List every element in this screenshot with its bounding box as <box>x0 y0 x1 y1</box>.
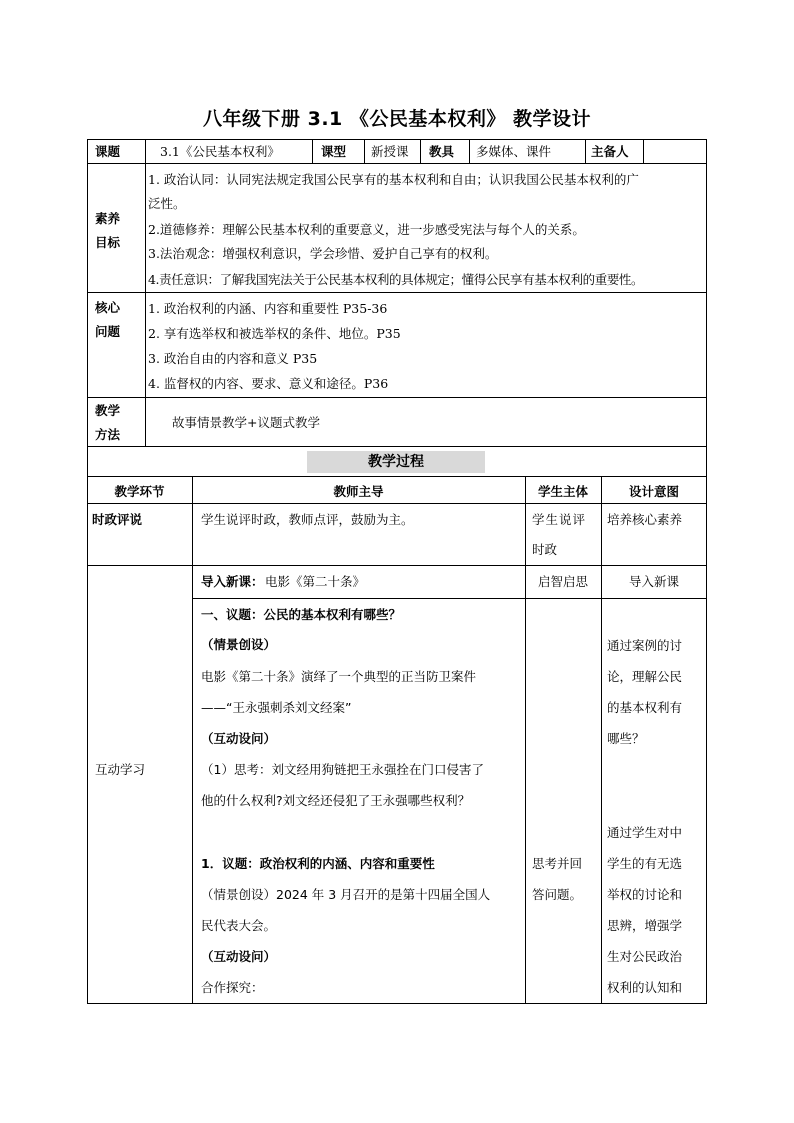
intent-line: 生对公民政治 <box>607 949 683 964</box>
intent-line: 思辨，增强学 <box>607 918 683 933</box>
method-label-1: 教学 <box>95 403 121 418</box>
page-title: 八年级下册 3.1 《公民基本权利》 教学设计 <box>202 108 591 130</box>
literacy-label-1: 素养 <box>95 211 121 226</box>
row1-intent: 培养核心素养 <box>607 512 683 527</box>
literacy-label-2: 目标 <box>95 235 121 250</box>
student-line: 答问题。 <box>532 887 583 902</box>
intent-line: 的基本权利有 <box>607 700 683 715</box>
intent-line: 通过学生对中 <box>607 825 683 840</box>
intent-line: 举权的讨论和 <box>607 887 683 902</box>
intent-line: 哪些？ <box>607 731 645 746</box>
label-tools: 教具 <box>429 144 455 159</box>
core-line: 2. 享有选举权和被选举权的条件、地位。P35 <box>148 326 401 341</box>
col-header-student: 学生主体 <box>537 484 588 499</box>
literacy-line: 3.法治观念：增强权利意识，学会珍惜、爱护自己享有的权利。 <box>148 246 498 261</box>
core-line: 3. 政治自由的内容和意义 P35 <box>148 351 318 366</box>
core-line: 1. 政治权利的内涵、内容和重要性 P35-36 <box>148 301 388 316</box>
teacher-line: （情景创设） <box>201 637 277 652</box>
teacher-line: （互动设问） <box>201 949 277 964</box>
teacher-line: （情景创设）2024 年 3 月召开的是第十四届全国人 <box>201 887 491 902</box>
row2-intro-intent: 导入新课 <box>628 574 679 589</box>
label-preparer: 主备人 <box>591 144 629 159</box>
teacher-line: 民代表大会。 <box>201 918 277 933</box>
row1-teacher: 学生说评时政，教师点评，鼓励为主。 <box>201 512 414 527</box>
literacy-line: 1. 政治认同：认同宪法规定我国公民享有的基本权利和自由；认识我国公民基本权利的广 <box>148 172 639 187</box>
teacher-line: ——“王永强刺杀刘文经案” <box>201 700 352 715</box>
teacher-line: 他的什么权利?刘文经还侵犯了王永强哪些权利？ <box>201 793 471 808</box>
intent-line: 通过案例的讨 <box>607 638 683 653</box>
teacher-line: 电影《第二十条》演绎了一个典型的正当防卫案件 <box>201 669 477 684</box>
method-value: 故事情景教学+议题式教学 <box>172 415 320 430</box>
row2-intro-label: 导入新课： <box>201 574 264 589</box>
core-label-2: 问题 <box>95 324 121 339</box>
teacher-line: （互动设问） <box>201 731 277 746</box>
literacy-line: 泛性。 <box>148 196 186 211</box>
teacher-line: 一、议题：公民的基本权利有哪些？ <box>201 607 402 622</box>
method-label-2: 方法 <box>95 427 121 442</box>
label-topic: 课题 <box>95 144 121 159</box>
teacher-line: （1）思考：刘文经用狗链把王永强拴在门口侵害了 <box>201 762 484 777</box>
topic-value: 3.1《公民基本权利》 <box>160 144 280 159</box>
intent-line: 论，理解公民 <box>607 669 683 684</box>
teacher-line: 合作探究： <box>201 980 264 995</box>
row2-intro-student: 启智启思 <box>537 574 588 589</box>
label-type: 课型 <box>321 144 347 159</box>
core-label-1: 核心 <box>95 300 121 315</box>
intent-line: 学生的有无选 <box>607 856 683 871</box>
row1-stage: 时政评说 <box>92 512 143 527</box>
type-value: 新授课 <box>371 144 409 159</box>
row2-intro-text: 电影《第二十条》 <box>265 574 366 589</box>
teacher-line: 1．议题：政治权利的内涵、内容和重要性 <box>201 856 435 871</box>
row1-student: 时政 <box>532 542 558 557</box>
process-banner-text: 教学过程 <box>368 454 424 470</box>
core-line: 4. 监督权的内容、要求、意义和途径。P36 <box>148 376 389 391</box>
intent-line: 权利的认知和 <box>607 980 683 995</box>
col-header-teacher: 教师主导 <box>333 484 384 499</box>
tools-value: 多媒体、课件 <box>476 144 552 159</box>
col-header-intent: 设计意图 <box>628 484 679 499</box>
row2-stage: 互动学习 <box>95 762 146 777</box>
student-line: 思考并回 <box>532 856 583 871</box>
col-header-stage: 教学环节 <box>114 484 165 499</box>
literacy-line: 2.道德修养：理解公民基本权利的重要意义，进一步感受宪法与每个人的关系。 <box>148 222 585 237</box>
row1-student: 学生说评 <box>532 512 587 527</box>
literacy-line: 4.责任意识：了解我国宪法关于公民基本权利的具体规定；懂得公民享有基本权利的重要性。 <box>148 272 644 287</box>
